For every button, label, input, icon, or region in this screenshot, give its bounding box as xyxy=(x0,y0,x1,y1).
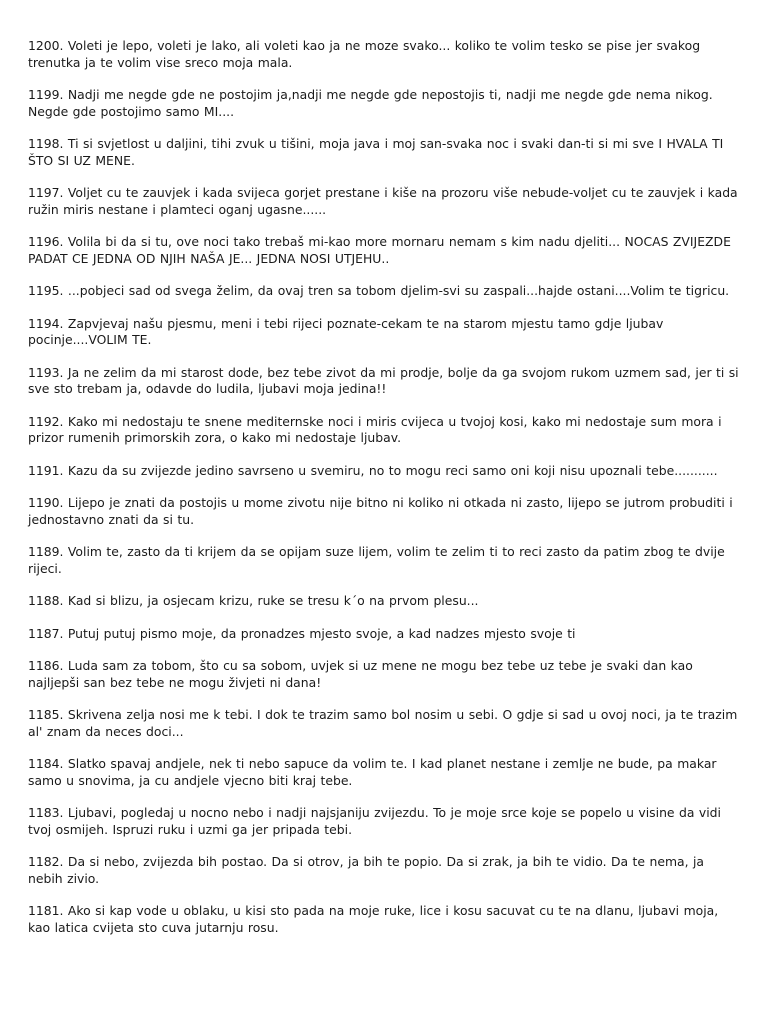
entry-1184: 1184. Slatko spavaj andjele, nek ti nebo sapuce da volim te. I kad planet nestane i zemlje ne bude, pa makar samo u snovima, ja cu andjele vjecno biti kraj tebe. xyxy=(28,756,717,788)
entry-1195: 1195. ...pobjeci sad od svega želim, da ovaj tren sa tobom djelim-svi su zaspali...hajde ostani....Volim te tigricu. xyxy=(28,283,730,298)
entry-1191: 1191. Kazu da su zvijezde jedino savrseno u svemiru, no to mogu reci samo oni koji nisu upoznali tebe........... xyxy=(28,462,718,478)
entry-1187: 1187. Putuj putuj pismo moje, da pronadzes mjesto svoje, a kad nadzes mjesto svoje ti xyxy=(28,625,576,641)
entry-1186: 1186. Luda sam za tobom, što cu sa sobom, uvjek si uz mene ne mogu bez tebe uz tebe je svaki dan kao najljepši san bez tebe ne mogu živjeti ni dana! xyxy=(28,658,693,690)
entry-1181: 1181. Ako si kap vode u oblaku, u kisi sto pada na moje ruke, lice i kosu sacuvat cu te na dlanu, ljubavi moja, kao latica cvijeta sto cuva jutarnju rosu. xyxy=(28,903,719,935)
entry-1200: 1200. Voleti je lepo, voleti je lako, ali voleti kao ja ne moze svako... koliko te volim tesko se pise jer svakog trenutka ja te volim vise sreco moja mala. xyxy=(28,38,701,70)
entry-1192: 1192. Kako mi nedostaju te snene mediternske noci i miris cvijeca u tvojoj kosi, kako mi nedostaje sum mora i prizor rumenih primorskih zora, o kako mi nedostaje ljubav. xyxy=(28,413,722,445)
entry-1188: 1188. Kad si blizu, ja osjecam krizu, ruke se tresu k´o na prvom plesu... xyxy=(28,593,479,608)
entry-1183: 1183. Ljubavi, pogledaj u nocno nebo i nadji najsjaniju zvijezdu. To je moje srce koje se popelo u visine da vidi tvoj osmijeh. Ispruzi ruku i uzmi ga jer pripada tebi. xyxy=(28,805,721,837)
entry-1189: 1189. Volim te, zasto da ti krijem da se opijam suze lijem, volim te zelim ti to reci zasto da patim zbog te dvije rijeci. xyxy=(28,544,725,576)
entry-1194: 1194. Zapvjevaj našu pjesmu, meni i tebi rijeci poznate-cekam te na starom mjestu tamo gdje ljubav pocinje....VOLIM TE. xyxy=(28,315,664,347)
entry-1197: 1197. Voljet cu te zauvjek i kada svijeca gorjet prestane i kiše na prozoru više nebude-voljet cu te zauvjek i kada ružin miris nestane i plamteci oganj ugasne...... xyxy=(28,185,738,217)
entry-1190: 1190. Lijepo je znati da postojis u mome zivotu nije bitno ni koliko ni otkada ni zasto, lijepo se jutrom probuditi i jednostavno znati da si tu. xyxy=(28,495,733,527)
document-page xyxy=(28,38,740,952)
entry-1182: 1182. Da si nebo, zvijezda bih postao. Da si otrov, ja bih te popio. Da si zrak, ja bih te vidio. Da te nema, ja nebih zivio. xyxy=(28,854,705,886)
entry-1196: 1196. Volila bi da si tu, ove noci tako trebaš mi-kao more mornaru nemam s kim nadu djeliti... NOCAS ZVIJEZDE PADAT CE JEDNA OD NJIH NAŠA JE... JEDNA NOSI UTJEHU.. xyxy=(28,234,731,266)
entry-1193: 1193. Ja ne zelim da mi starost dode, bez tebe zivot da mi prodje, bolje da ga svojom rukom uzmem sad, jer ti si sve sto trebam ja, odavde do ludila, ljubavi moja jedina!! xyxy=(28,364,739,396)
entry-1198: 1198. Ti si svjetlost u daljini, tihi zvuk u tišini, moja java i moj san-svaka noc i svaki dan-ti si mi sve I HVALA TI ŠTO SI UZ MENE. xyxy=(28,136,724,168)
entry-1185: 1185. Skrivena zelja nosi me k tebi. I dok te trazim samo bol nosim u sebi. O gdje si sad u ovoj noci, ja te trazim al' znam da neces doci... xyxy=(28,707,738,739)
entry-1199: 1199. Nadji me negde gde ne postojim ja,nadji me negde gde nepostojis ti, nadji me negde gde nema nikog. Negde gde postojimo samo MI.... xyxy=(28,87,713,119)
